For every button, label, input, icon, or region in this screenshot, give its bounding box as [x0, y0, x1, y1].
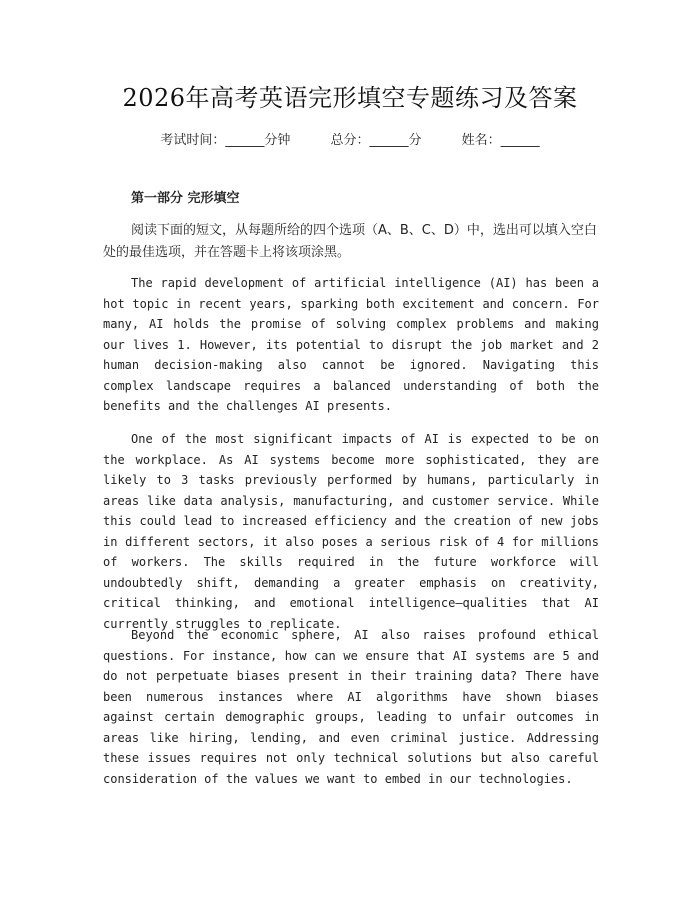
- exam-time-field: 考试时间：______分钟: [160, 133, 291, 148]
- passage-paragraph-2: One of the most significant impacts of AI is expected to be on the workplace. As AI systems become more sophisticated, they are likely to 3 tasks previously performed by humans, particularly in areas like data analysis, manufacturing, and customer service. While this could lead to increased efficiency and the creation of new jobs in different sectors, it also poses a serious risk of 4 for millions of workers. The skills required in the future workforce will undoubtedly shift, demanding a greater emphasis on creativity, critical thinking, and emotional intelligence—qualities that AI currently struggles to replicate.: [103, 432, 599, 631]
- exam-info-line: [0, 130, 700, 152]
- page-title: 2026年高考英语完形填空专题练习及答案: [122, 84, 578, 112]
- passage-paragraph-1: The rapid development of artificial intelligence (AI) has been a hot topic in recent years, sparking both excitement and concern. For many, AI holds the promise of solving complex problems and making our lives 1. However, its potential to disrupt the job market and 2 human decision-making also cannot be ignored. Navigating this complex landscape requires a balanced understanding of both the benefits and the challenges AI presents.: [103, 276, 599, 413]
- instructions-text: 阅读下面的短文，从每题所给的四个选项（A、B、C、D）中，选出可以填入空白处的最佳选项，并在答题卡上将该项涂黑。: [103, 223, 597, 260]
- passage-paragraph-3: Beyond the economic sphere, AI also raises profound ethical questions. For instance, how can we ensure that AI systems are 5 and do not perpetuate biases present in their training data? There have been numerous instances where AI algorithms have shown biases against certain demographic groups, leading to unfair outcomes in areas like hiring, lending, and even criminal justice. Addressing these issues requires not only technical solutions but also careful consideration of the values we want to embed in our technologies.: [103, 628, 599, 786]
- section-title: 第一部分 完形填空: [131, 191, 240, 206]
- name-field: 姓名：______: [461, 133, 540, 148]
- total-score-field: 总分：______分: [330, 133, 422, 148]
